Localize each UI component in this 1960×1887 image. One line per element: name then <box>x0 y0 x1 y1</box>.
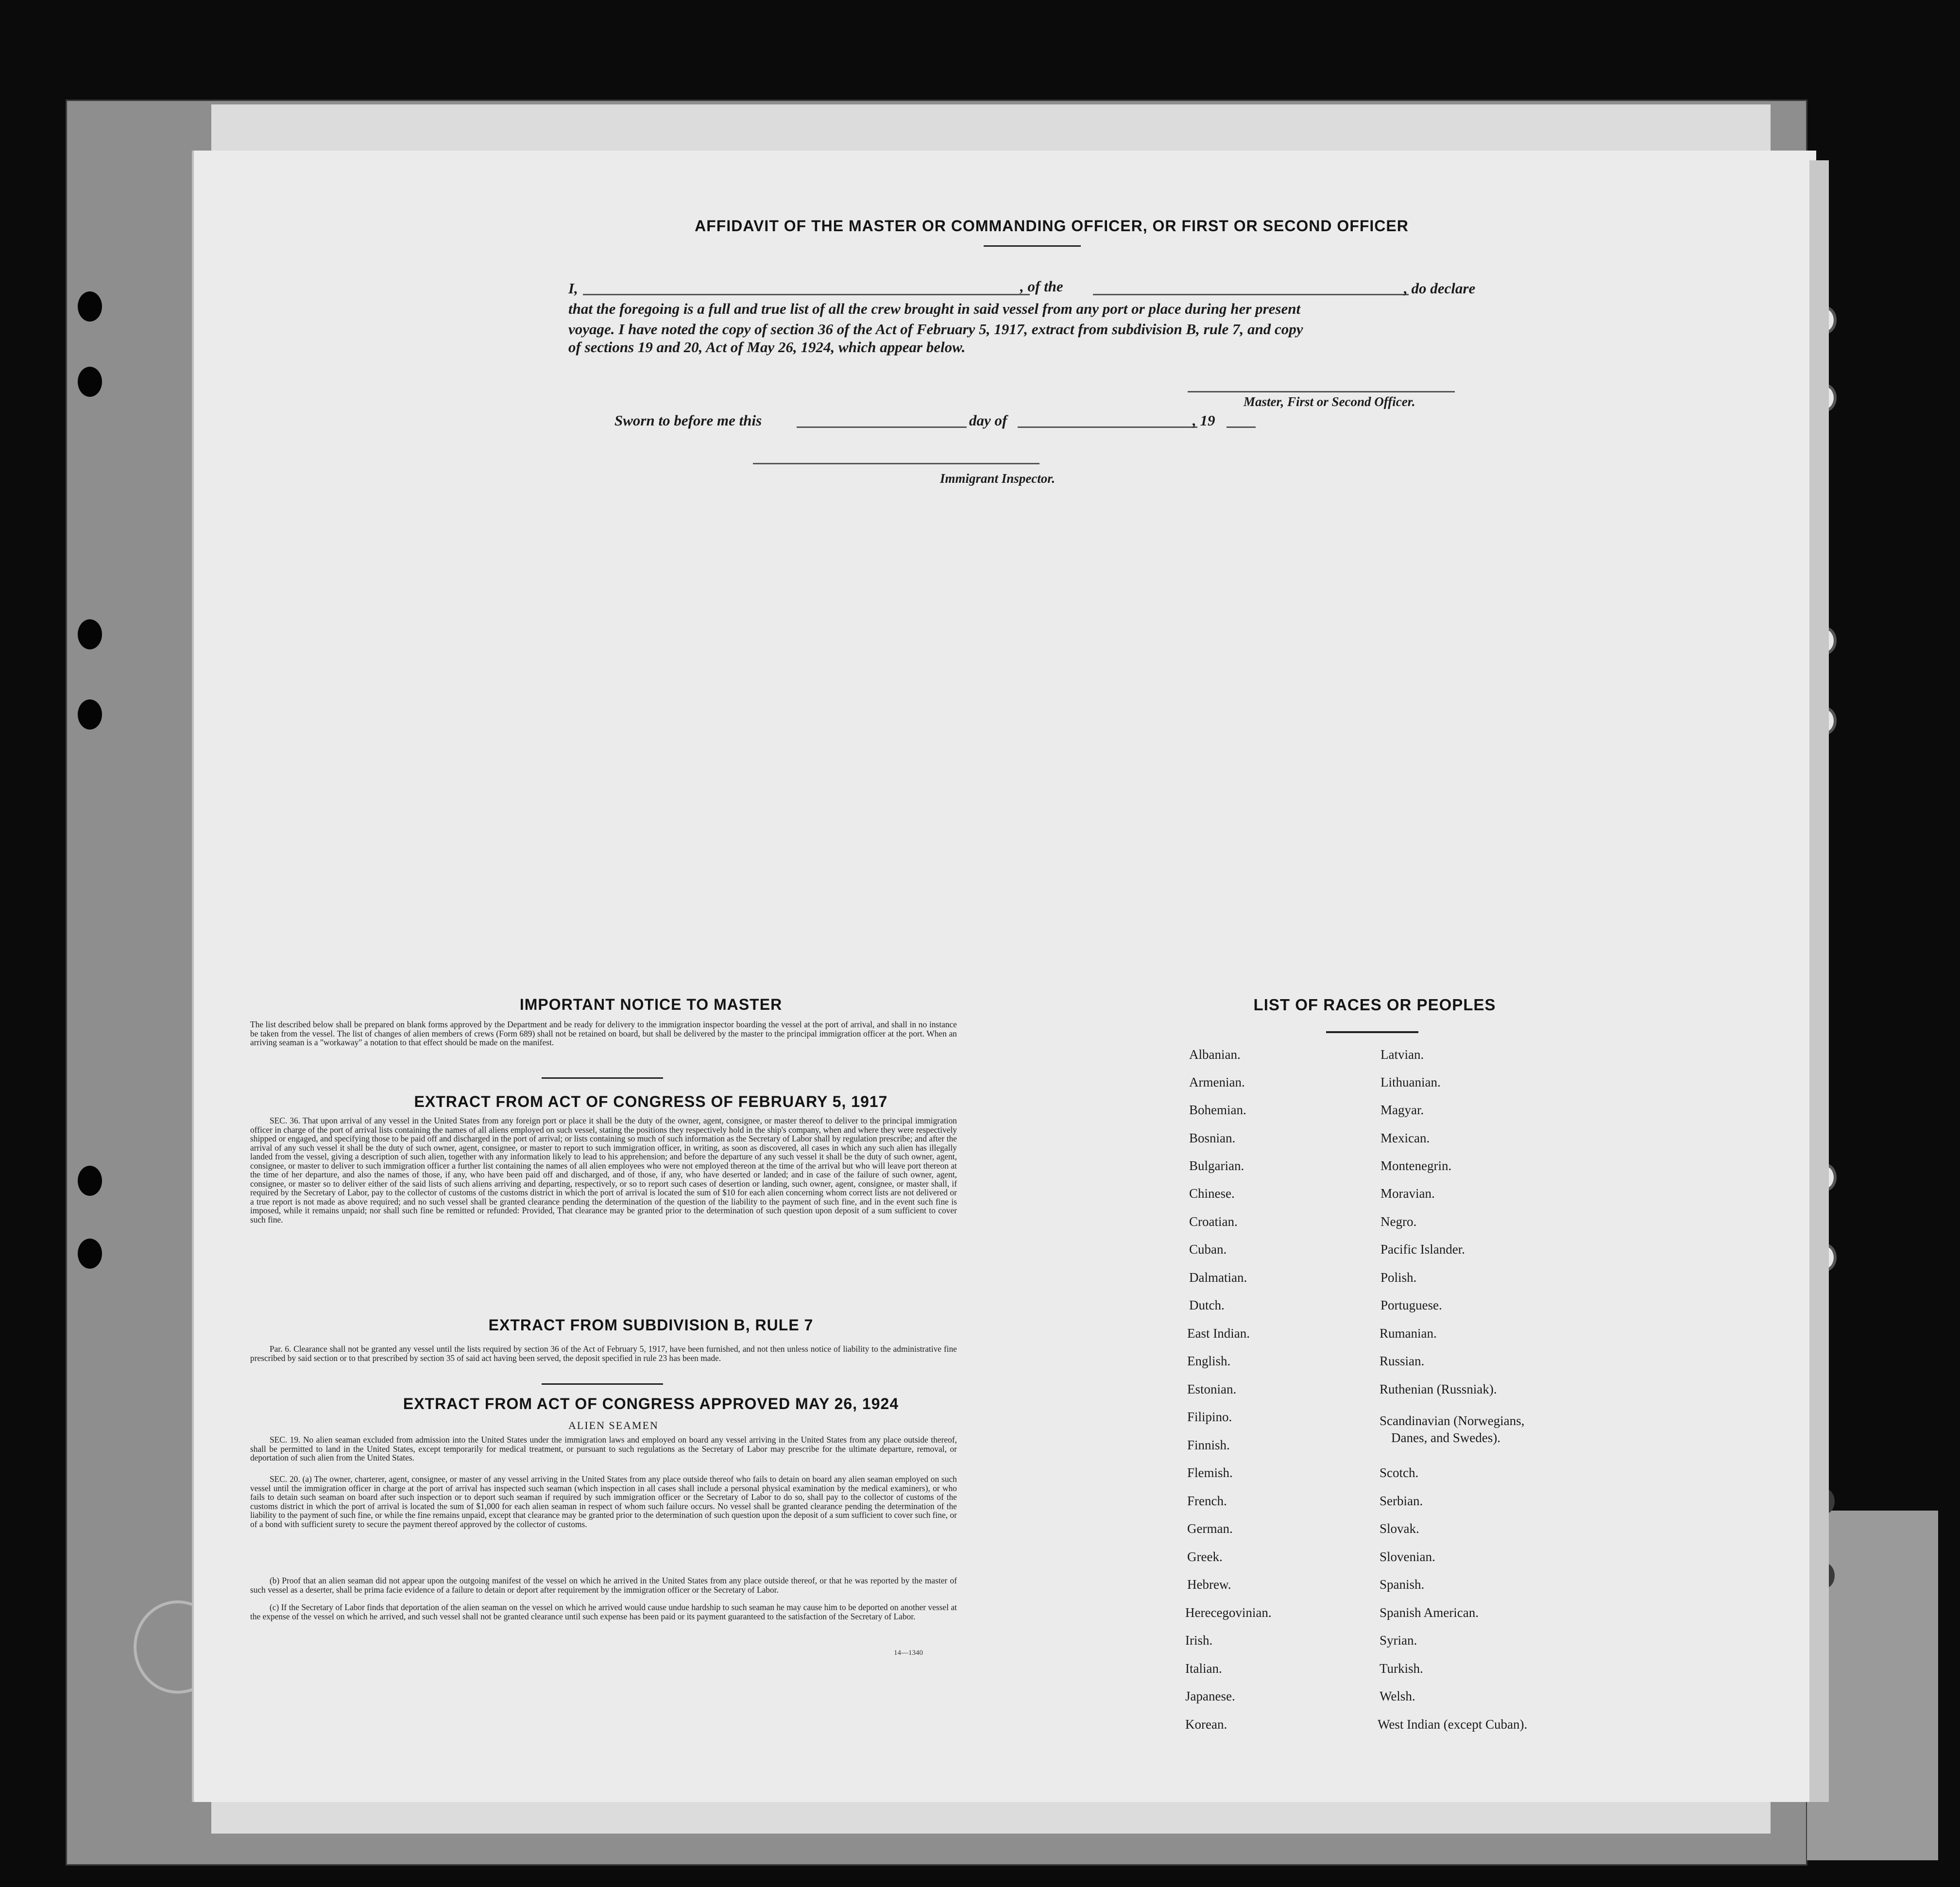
race-item: Ruthenian (Russniak). <box>1380 1382 1497 1396</box>
signature-caption: Master, First or Second Officer. <box>1244 394 1415 409</box>
race-item: Mexican. <box>1381 1131 1430 1145</box>
inspector-caption: Immigrant Inspector. <box>940 471 1056 486</box>
sworn-text: Sworn to before me this <box>614 412 762 429</box>
section-rule <box>542 1077 663 1079</box>
affidavit-line3: voyage. I have noted the copy of section 36 of the Act of February 5, 1917, extract from subdivision B, rule 7, and copy <box>568 321 1303 338</box>
race-item: Filipino. <box>1187 1410 1232 1424</box>
race-item: Scandinavian (Norwegians, <box>1380 1413 1525 1428</box>
race-item: Serbian. <box>1380 1494 1423 1508</box>
sec20b-text: (b) Proof that an alien seaman did not appear upon the outgoing manifest of the vessel on which he arrived in the United States from any place outside thereof, or that he was reported by the master of such vessel as a deserter, shall be prima facie evidence of a failure to detain or deport after requirement by the immigration officer or the Secretary of Labor. <box>250 1576 957 1595</box>
race-item: Hebrew. <box>1187 1577 1231 1592</box>
affidavit-declare: , do declare <box>1404 280 1476 297</box>
sec20a-text: SEC. 20. (a) The owner, charterer, agent, consignee, or master of any vessel arriving in the United States from any place outside thereof who fails to detain on board any alien seaman employed on such vessel until the immigration officer in charge at the port of arrival has inspected such seaman (which inspection in all cases shall include a personal physical examination by the medical examiners), or who fails to detain such seaman on board after such inspection or to deport such seaman if required by such immigration officer or the Secretary of Labor to do so, shall pay to the collector of customs of the customs district in which the port of arrival is located the sum of $1,000 for each alien seaman in respect of whom such failure occurs. No vessel shall be granted clearance pending the determination of the liability to the payment of such fine, or while the fine remains unpaid, except that clearance may be granted prior to the determination of such question upon the deposit of a sum sufficient to cover such fine, or of a bond with sufficient surety to secure the payment thereof approved by the collector of customs. <box>250 1474 957 1529</box>
inspector-line <box>753 463 1040 464</box>
race-item: Moravian. <box>1381 1186 1435 1201</box>
race-item: Armenian. <box>1189 1075 1245 1089</box>
section-rule <box>542 1383 663 1385</box>
race-item: Spanish American. <box>1380 1605 1479 1620</box>
affidavit-line2: that the foregoing is a full and true list of all the crew brought in said vessel from any port or place during her present <box>568 300 1301 317</box>
race-item: Montenegrin. <box>1381 1158 1452 1173</box>
affidavit-of-the: , of the <box>1020 278 1063 295</box>
sheet-edge <box>1809 160 1829 1802</box>
binder-hole <box>78 367 102 397</box>
alien-seamen-subtitle: ALIEN SEAMEN <box>568 1419 659 1431</box>
races-left-column <box>1185 1044 1380 1734</box>
race-item: Pacific Islander. <box>1381 1242 1465 1257</box>
race-item: Bosnian. <box>1189 1131 1236 1145</box>
binder-hole <box>78 1166 102 1196</box>
vessel-line <box>1093 294 1409 295</box>
races-title: LIST OF RACES OR PEOPLES <box>1253 996 1496 1014</box>
race-item: Slovak. <box>1380 1521 1419 1536</box>
extract-1924-title: EXTRACT FROM ACT OF CONGRESS APPROVED MAY 26, 1924 <box>403 1395 899 1412</box>
race-item: Negro. <box>1381 1214 1417 1229</box>
race-item: Lithuanian. <box>1381 1075 1441 1089</box>
notice-text: The list described below shall be prepared on blank forms approved by the Department and be ready for delivery to the immigration inspector boarding the vessel at the port of arrival, and shall in no instance be taken from the vessel. The list of changes of alien members of crews (Form 689) shall not be retained on board, but shall be delivered by the master to the principal immigration officer at the port. When an arriving seaman is a "workaway" a notation to that effect should be made on the manifest. <box>250 1020 957 1047</box>
affidavit-line4: of sections 19 and 20, Act of May 26, 1924, which appear below. <box>568 339 966 356</box>
race-item: Russian. <box>1380 1354 1425 1368</box>
binder-hole <box>78 1239 102 1269</box>
day-of-text: day of <box>969 412 1007 429</box>
race-item: Flemish. <box>1187 1465 1233 1480</box>
race-item: Syrian. <box>1380 1633 1417 1648</box>
sec19-text: SEC. 19. No alien seaman excluded from admission into the United States under the immigration laws and employed on board any vessel arriving in the United States from any place outside thereof, shall be permitted to land in the United States, except temporarily for medical treatment, or pursuant to such regulations as the Secretary of Labor may prescribe for the ultimate departure, removal, or deportation of such alien from the United States. <box>250 1435 957 1462</box>
race-item: English. <box>1187 1354 1231 1368</box>
race-item: Greek. <box>1187 1549 1223 1564</box>
signature-line <box>1188 391 1455 392</box>
race-item: Spanish. <box>1380 1577 1425 1592</box>
race-item: Dalmatian. <box>1189 1270 1247 1285</box>
extract-rule7-title: EXTRACT FROM SUBDIVISION B, RULE 7 <box>488 1316 814 1334</box>
race-item: Portuguese. <box>1381 1298 1442 1312</box>
race-item: Dutch. <box>1189 1298 1225 1312</box>
name-line <box>583 294 1030 295</box>
sec20c-text: (c) If the Secretary of Labor finds that deportation of the alien seaman on the vessel on which he arrived would cause undue hardship to such seaman he may cause him to be deported on another vessel at the expense of the vessel on which he arrived, and such vessel shall not be granted clearance until such expense has been paid or its payment guaranteed to the satisfaction of the Secretary of Labor. <box>250 1602 957 1621</box>
race-item: Albanian. <box>1189 1047 1241 1062</box>
race-item: Cuban. <box>1189 1242 1227 1257</box>
year-text: , 19 <box>1193 412 1215 429</box>
extract-1917-title: EXTRACT FROM ACT OF CONGRESS OF FEBRUARY 5, 1917 <box>414 1093 888 1110</box>
binder-hole <box>78 619 102 649</box>
race-item: Scotch. <box>1380 1465 1419 1480</box>
month-line <box>1018 426 1197 428</box>
race-item: Bulgarian. <box>1189 1158 1244 1173</box>
race-item: Welsh. <box>1380 1689 1415 1703</box>
form-code: 14—1340 <box>894 1649 923 1657</box>
race-item: Japanese. <box>1185 1689 1235 1703</box>
affidavit-title: AFFIDAVIT OF THE MASTER OR COMMANDING OFFICER, OR FIRST OR SECOND OFFICER <box>695 217 1409 235</box>
race-item: Korean. <box>1185 1717 1227 1732</box>
affidavit-i: I, <box>568 280 578 297</box>
notice-title: IMPORTANT NOTICE TO MASTER <box>519 996 783 1013</box>
sworn-day-line <box>797 426 967 428</box>
year-line <box>1227 426 1256 428</box>
race-item: Estonian. <box>1187 1382 1237 1396</box>
binder-hole <box>78 291 102 322</box>
race-item: Rumanian. <box>1380 1326 1437 1341</box>
race-item: Magyar. <box>1381 1103 1424 1117</box>
race-item: West Indian (except Cuban). <box>1378 1717 1528 1732</box>
race-item: Turkish. <box>1380 1661 1423 1676</box>
race-item: East Indian. <box>1187 1326 1250 1341</box>
race-item: German. <box>1187 1521 1233 1536</box>
race-item: Danes, and Swedes). <box>1391 1430 1500 1445</box>
title-rule <box>984 245 1081 247</box>
race-item: Chinese. <box>1189 1186 1235 1201</box>
race-item: French. <box>1187 1494 1227 1508</box>
race-item: Croatian. <box>1189 1214 1238 1229</box>
races-right-column <box>1375 1044 1588 1734</box>
races-rule <box>1326 1031 1418 1033</box>
extract-1917-text: SEC. 36. That upon arrival of any vessel in the United States from any foreign port or place it shall be the duty of the owner, agent, consignee, or master thereof to deliver to the principal immigration officer in charge of the port of arrival lists containing the names of all aliens employed on such vessel, stating the positions they respectively hold in the ship's company, when and where they were respectively shipped or engaged, and specifying those to be paid off and discharged in the port of arrival; or lists containing so much of such information as the Secretary of Labor shall by regulation prescribe; and after the arrival of any such vessel it shall be the duty of such owner, agent, consignee, or master to report to such immigration officer, in writing, as soon as discovered, all cases in which any such alien has illegally landed from the vessel, giving a description of such alien, together with any information likely to lead to his apprehension; and before the departure of any such vessel it shall be the duty of such owner, agent, consignee, or master to deliver to such immigration officer a further list containing the names of all alien employees who were not employed thereon at the time of the arrival but who will leave port thereon at the time of her departure, and also the names of those, if any, who have been paid off and discharged, and of those, if any, who have deserted or landed; and in case of the failure of such owner, agent, consignee, or master so to deliver either of the said lists of such aliens arriving and departing, respectively, or so to report such cases of desertion or landing, such owner, agent, consignee, or master shall, if required by the Secretary of Labor, pay to the collector of customs of the customs district in which the port of arrival is located the sum of $10 for each alien concerning whom correct lists are not delivered or a true report is not made as above required; and no such vessel shall be granted clearance pending the determination of the question of the liability to the payment of such fine, and in the event such fine is imposed, while it remains unpaid; nor shall such fine be remitted or refunded: Provided, That clearance may be granted prior to the determination of such question upon deposit of a sum sufficient to cover such fine. <box>250 1116 957 1224</box>
binder-hole <box>78 699 102 730</box>
race-item: Italian. <box>1185 1661 1222 1676</box>
race-item: Finnish. <box>1187 1438 1230 1452</box>
race-item: Bohemian. <box>1189 1103 1246 1117</box>
race-item: Irish. <box>1185 1633 1213 1648</box>
race-item: Slovenian. <box>1380 1549 1435 1564</box>
race-item: Latvian. <box>1381 1047 1424 1062</box>
race-item: Herecegovinian. <box>1185 1605 1272 1620</box>
extract-rule7-text: Par. 6. Clearance shall not be granted any vessel until the lists required by section 36 of the Act of February 5, 1917, have been furnished, and not then unless notice of liability to the administrative fine prescribed by said section or to that prescribed by section 35 of said act having been served, the deposit specified in rule 23 has been made. <box>250 1344 957 1363</box>
race-item: Polish. <box>1381 1270 1417 1285</box>
